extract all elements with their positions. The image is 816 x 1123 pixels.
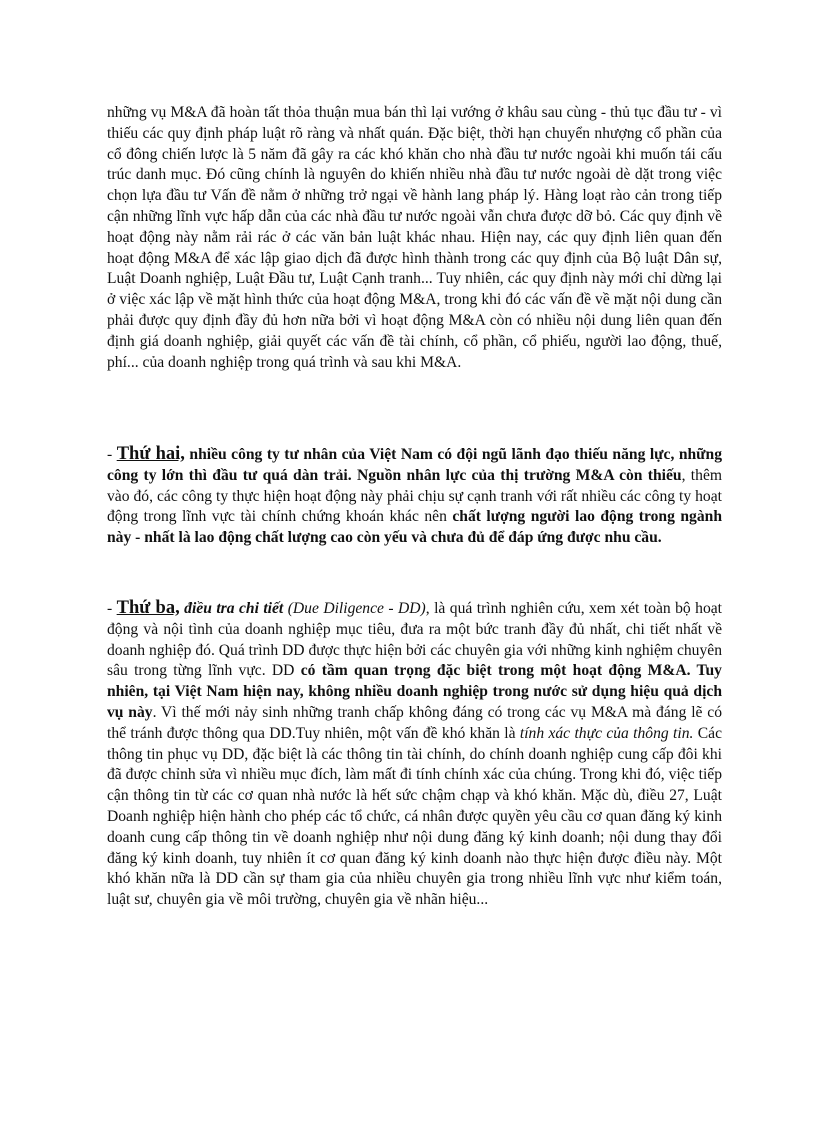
paragraph-legal-barriers xyxy=(107,103,722,373)
italic-info-accuracy: tính xác thực của thông tin. xyxy=(519,724,694,742)
bullet-dash: - xyxy=(107,446,117,463)
paragraph-1-text: những vụ M&A đã hoàn tất thỏa thuận mua bán thì lại vướng ở khâu sau cùng - thủ tục đầu tư - vì thiếu các quy định pháp luật rõ ràng và nhất quán. Đặc biệt, thời hạn chuyển nhượng cổ phần của cổ đông chiến lược là 5 năm đã gây ra các khó khăn cho nhà đầu tư nước ngoài khi muốn tái cấu trúc danh mục. Đó cũng chính là nguyên do khiến nhiều nhà đầu tư nước ngoài dè dặt trong việc chọn lựa đầu tư Vấn đề nằm ở những trở ngại về hành lang pháp lý. Hàng loạt rào cản trong tiếp cận những lĩnh vực hấp dẫn của các nhà đầu tư nước ngoài vẫn chưa được dỡ bỏ. Các quy định về hoạt động này nằm rải rác ở các văn bản luật khác nhau. Hiện nay, các quy định liên quan đến hoạt động M&A để xác lập giao dịch đã được hình thành trong các quy định của Bộ luật Dân sự, Luật Doanh nghiệp, Luật Đầu tư, Luật Cạnh tranh... Tuy nhiên, các quy định này mới chỉ dừng lại ở việc xác lập về mặt hình thức của hoạt động M&A, trong khi đó các vấn đề về mặt nội dung cần phải được quy định đầy đủ hơn nữa bởi vì hoạt động M&A còn có nhiều nội dung liên quan đến định giá doanh nghiệp, giải quyết các vấn đề tài chính, cổ phần, cổ phiếu, người lao động, thuế, phí... của doanh nghiệp trong quá trình và sau khi M&A. xyxy=(107,104,722,371)
bold-text-leadership: nhiều công ty tư nhân của Việt Nam có đội ngũ lãnh đạo thiếu năng lực, những công ty lớn thì đầu tư quá dàn trải. Nguồn nhân lực của thị trường M&A còn thiếu xyxy=(107,446,723,484)
bold-italic-due-diligence: điều tra chi tiết xyxy=(179,600,284,617)
lead-heading-third: Thứ ba, xyxy=(116,598,180,618)
lead-heading-second: Thứ hai, xyxy=(116,444,185,464)
normal-text-competition: , thêm vào đó, các công ty thực hiện hoạt động này phải chịu sự cạnh tranh với rất nhiều các công ty hoạt động trong lĩnh vực tài chính chứng khoán khác nên xyxy=(107,466,722,526)
normal-text-dd-definition: , là quá trình nghiên cứu, xem xét toàn bộ hoạt động và nội tình của doanh nghiệp mục tiêu, đưa ra một bức tranh đầy đủ nhất, chi tiết nhất về doanh nghiệp đó. Quá trình DD được thực hiện bởi các chuyên gia với những kinh nghiệm chuyên sâu trong từng lĩnh vực. DD xyxy=(107,600,723,680)
bold-text-labor-quality: chất lượng người lao động trong ngành này - nhất là lao động chất lượng cao còn yếu và chưa đủ để đáp ứng được nhu cầu. xyxy=(107,508,722,547)
italic-dd-term: (Due Diligence - DD) xyxy=(283,600,426,617)
normal-text-info-access: Các thông tin phục vụ DD, đặc biệt là các thông tin tài chính, do chính doanh nghiệp cung cấp đôi khi đã được chỉnh sửa vì nhiều mục đích, làm mất đi tính chính xác của chúng. Trong khi đó, việc tiếp cận thông tin từ các cơ quan nhà nước là hết sức chậm chạp và khó khăn. Mặc dù, điều 27, Luật Doanh nghiệp hiện hành cho phép các tổ chức, cá nhân được quyền yêu cầu cơ quan đăng ký kinh doanh cung cấp thông tin về doanh nghiệp như nội dung đăng ký kinh doanh; nội dung thay đổi đăng ký kinh doanh, tuy nhiên ít cơ quan đăng ký kinh doanh nào thực hiện được điều này. Một khó khăn nữa là DD cần sự tham gia của nhiều chuyên gia trong nhiều lĩnh vực như kiểm toán, luật sư, chuyên gia về môi trường, chuyên gia về nhãn hiệu... xyxy=(107,724,722,909)
paragraph-third-point xyxy=(107,598,722,911)
bold-text-dd-importance: có tầm quan trọng đặc biệt trong một hoạt động M&A. Tuy nhiên, tại Việt Nam hiện nay, không nhiều doanh nghiệp trong nước sử dụng hiệu quả dịch vụ này xyxy=(107,662,722,721)
paragraph-second-point xyxy=(107,444,722,549)
normal-text-disputes: . Vì thế mới nảy sinh những tranh chấp không đáng có trong các vụ M&A mà đáng lẽ có thể tránh được thông qua DD.Tuy nhiên, một vấn đề khó khăn là xyxy=(107,703,722,742)
bullet-dash: - xyxy=(107,600,117,617)
